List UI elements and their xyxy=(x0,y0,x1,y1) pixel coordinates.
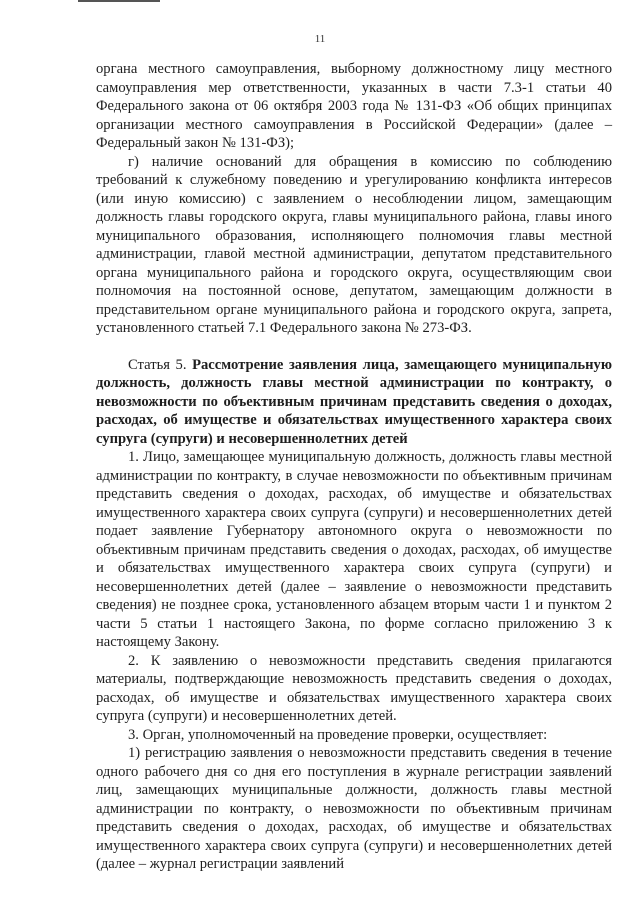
paragraph: 1. Лицо, замещающее муниципальную должность, должность главы местной администрации по контракту, в случае невозможности по объективным причинам представить сведения о доходах, расходах, об имуществе и обязательствах имущественного характера своих супруга (супруги) и несовершеннолетних детей подает заявление Губернатору автономного округа о невозможности по объективным причинам представить сведения о доходах, расходах, об имуществе и обязательствах имущественного характера своих супруга (супруги) и несовершеннолетних детей (далее – заявление о невозможности представить сведения) не позднее срока, установленного абзацем вторым части 1 и пунктом 2 части 5 статьи 1 настоящего Закона, по форме согласно приложению 3 к настоящему Закону. xyxy=(96,449,612,650)
document-body xyxy=(96,60,612,874)
top-rule xyxy=(78,0,160,2)
paragraph: 1) регистрацию заявления о невозможности представить сведения в течение одного рабочего дня со дня его поступления в журнале регистрации заявлений лиц, замещающих муниципальные должности, должность главы местной администрации по контракту, о невозможности по объективным причинам представить сведения о доходах, расходах, об имуществе и обязательствах имущественного характера своих супруга (супруги) и несовершеннолетних детей (далее – журнал регистрации заявлений xyxy=(96,745,612,872)
paragraph: 2. К заявлению о невозможности представить сведения прилагаются материалы, подтверждающие невозможность представить сведения о доходах, расходах, об имуществе и обязательствах имущественного характера своих супруга (супруги) и несовершеннолетних детей. xyxy=(96,652,612,724)
paragraph: 3. Орган, уполномоченный на проведение проверки, осуществляет: xyxy=(128,726,548,743)
article-title: Рассмотрение заявления лица, замещающего муниципальную должность, должность главы местной администрации по контракту, о невозможности по объективным причинам представить сведения о доходах, расходах, об имуществе и обязательствах имущественного характера своих супруга (супруги) и несовершеннолетних детей xyxy=(96,356,612,447)
paragraph: органа местного самоуправления, выборному должностному лицу местного самоуправления мер ответственности, указанных в части 7.3-1 статьи 40 Федерального закона от 06 октября 2003 года № 131-ФЗ «Об общих принципах организации местного самоуправления в Российской Федерации» (далее – Федеральный закон № 131-ФЗ); xyxy=(96,61,612,151)
article-label: Статья 5. xyxy=(128,356,187,373)
paragraph: г) наличие оснований для обращения в комиссию по соблюдению требований к служебному поведению и урегулированию конфликта интересов (или иную комиссию) с заявлением о несоблюдении лицом, замещающим должность главы городского округа, главы муниципального района, главы иного муниципального образования, исполняющего полномочия главы местной администрации, главой местной администрации, депутатом представительного органа муниципального района и городского округа, осуществляющим свои полномочия на постоянной основе, депутатом, замещающим должности в представительном органе муниципального района и городского округа, запрета, установленного статьей 7.1 Федерального закона № 273-ФЗ. xyxy=(96,153,612,336)
article-heading xyxy=(96,356,612,449)
page-number: 11 xyxy=(314,33,326,45)
